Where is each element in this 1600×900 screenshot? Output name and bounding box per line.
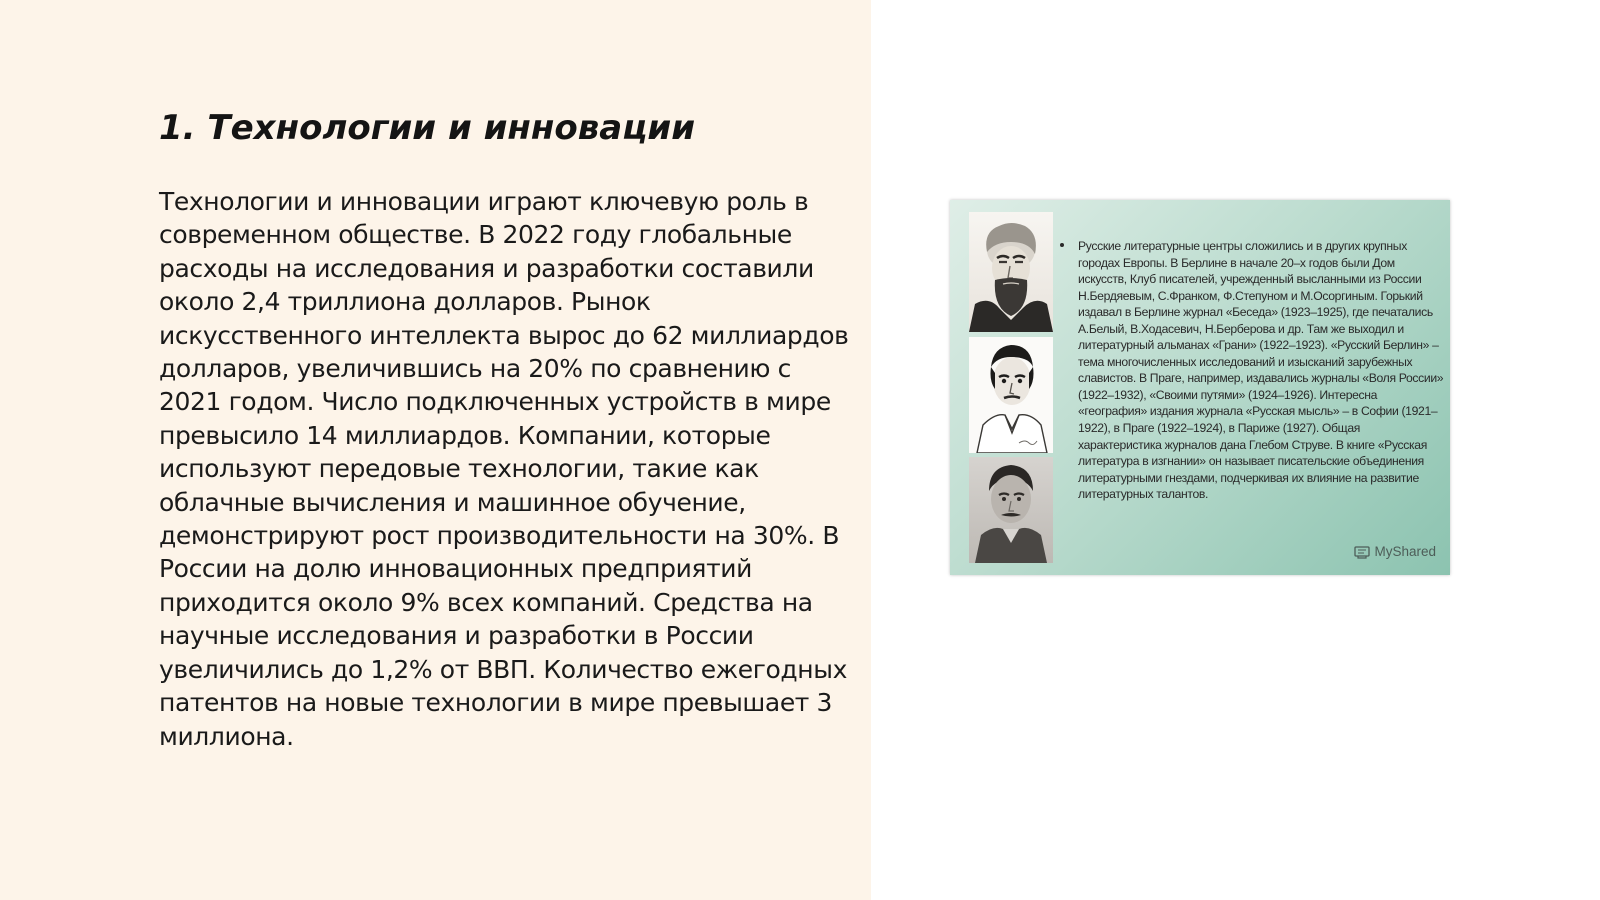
- portrait-photo: [969, 457, 1053, 563]
- slide-title: 1. Технологии и инновации: [159, 108, 696, 148]
- slide-image: [950, 200, 1450, 575]
- slide-body-text: Технологии и инновации играют ключевую роль в современном обществе. В 2022 году глобальные расходы на исследования и разработки составили около 2,4 триллиона долларов. Рынок искусственного интеллекта вырос до 62 миллиардов долларов, увеличившись на 20% по сравнению с 2021 годом. Число подключенных устройств в мире превысило 14 миллиардов. Компании, которые используют передовые технологии, такие как облачные вычисления и машинное обучение, демонстрируют рост производительности на 30%. В России на долю инновационных предприятий приходится около 9% всех компаний. Средства на научные исследования и разработки в России увеличились до 1,2% от ВВП. Количество ежегодных патентов на новые технологии в мире превышает 3 миллиона.: [159, 187, 849, 751]
- myshared-logo-icon: [1354, 545, 1370, 559]
- image-text: Русские литературные центры сложились и в других крупных городах Европы. В Берлине в начале 20–х годов были Дом искусств, Клуб писателей, учрежденный высланными из России Н.Бердяевым, С.Франком, Ф.Степуном и М.Осоргиным. Горький издавал в Берлине журнал «Беседа» (1923–1925), где печатались А.Белый, В.Ходасевич, Н.Берберова и др. Там же выходил и литературный альманах «Грани» (1922–1923). «Русский Берлин» – тема многочисленных исследований и изысканий зарубежных славистов. В Праге, например, издавались журналы «Воля России» (1922–1932), «Своими путями» (1924–1926). Интересна «география» издания журнала «Русская мысль» – в Софии (1921–1922), в Праге (1922–1924), в Париже (1927). Общая характеристика журналов дана Глебом Струве. В книге «Русская литература в изгнании» он называет писательские объединения литературными гнездами, подчеркивая их влияние на развитие литературных талантов.: [1078, 239, 1444, 502]
- portrait-photo: [969, 212, 1053, 332]
- watermark: [1354, 544, 1436, 559]
- portrait-bearded-man: [969, 212, 1053, 332]
- portrait-young-man-drawing: [969, 337, 1053, 453]
- bullet-icon: [1060, 243, 1064, 247]
- portrait-photo: [969, 337, 1053, 453]
- portrait-mustached-man: [969, 457, 1053, 563]
- watermark-label: MyShared: [1374, 544, 1436, 559]
